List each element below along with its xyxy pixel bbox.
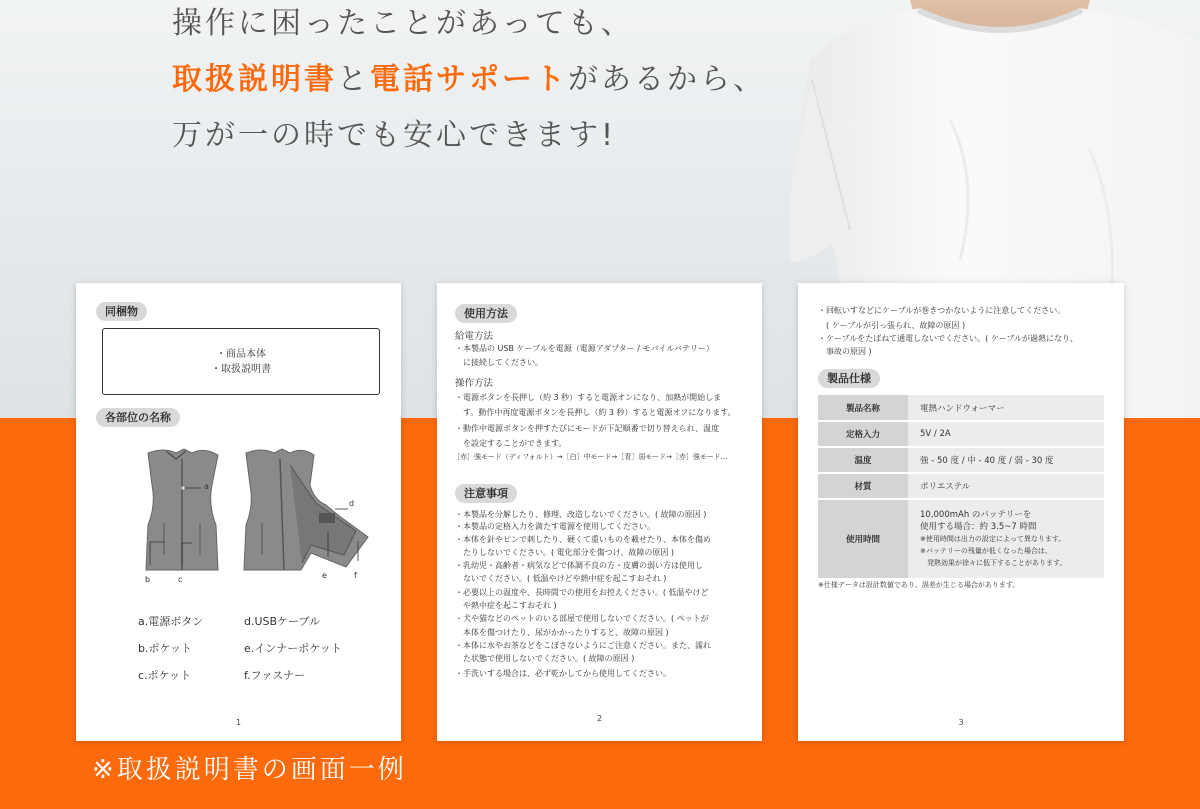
spec-key: 定格入力 (818, 421, 908, 447)
label-d: d (349, 499, 355, 508)
page-number: 1 (235, 718, 242, 727)
headline-line-2 (172, 52, 812, 108)
spec-key: 使用時間 (818, 499, 908, 579)
parts-tag: 各部位の名称 (96, 408, 180, 427)
caution-line-7: ・必要以上の温度や、長時間での使用をお控えください。( 低温やけど (455, 588, 709, 597)
op-line-4: を設定することができます。 (455, 439, 567, 448)
spec-key: 材質 (818, 473, 908, 499)
page-number: 3 (958, 718, 964, 727)
caution-tag: 注意事項 (455, 484, 517, 503)
top-line-1: ・回転いすなどにケーブルが巻きつかないように注意してください。 (818, 306, 1066, 315)
part-d: d.USBケーブル (244, 615, 321, 628)
caution-line-2: ・本製品の定格入力を満たす電源を使用してください。 (455, 522, 655, 531)
usage-time-note-1: ※使用時間は出力の設定によって異なります。 (920, 535, 1066, 543)
spec-row (818, 447, 1104, 473)
label-c: c (178, 575, 183, 584)
caution-line-3: ・本体を針やピンで刺したり、硬くて重いものを載せたり、本体を傷め (455, 535, 711, 544)
power-line-2: に接続してください。 (455, 358, 543, 367)
spec-key: 製品名称 (818, 395, 908, 421)
usage-time-note-3: 発熱効果が徐々に低下することがあります。 (920, 559, 1067, 567)
op-heading: 操作方法 (455, 378, 494, 389)
contents-tag: 同梱物 (96, 302, 147, 321)
caution-line-11: ・本体に水やお茶などをこぼさないようにご注意ください。また、濡れ (455, 641, 711, 650)
manual-page-3 (798, 283, 1124, 741)
top-line-3: ・ケーブルをたばねて通電しないでください。( ケーブルが過熱になり、 (818, 334, 1079, 343)
caption: ※取扱説明書の画面一例 (92, 755, 407, 785)
op-line-1: ・電源ボタンを長押し（約 3 秒）すると電源オンになり、加熱が開始しま (455, 393, 722, 402)
label-a: a (204, 482, 209, 491)
caution-line-5: ・乳幼児・高齢者・病気などで体調不良の方・皮膚の弱い方は使用し (455, 561, 703, 570)
usage-time-line-1: 10,000mAh のバッテリーを (920, 510, 1032, 520)
caution-line-4: たりしないでください。( 電化部分を傷つけ、故障の原因 ) (455, 548, 675, 557)
headline-connector: と (337, 62, 370, 97)
top-line-4: 事故の原因 ) (818, 347, 872, 356)
top-line-2: ( ケーブルが引っ張られ、故障の原因 ) (818, 321, 966, 330)
spec-value: 電熱ハンドウォーマー (908, 395, 1104, 421)
op-line-3: ・動作中電源ボタンを押すたびにモードが下記順番で切り替えられ、温度 (455, 424, 720, 433)
part-b: b.ポケット (138, 642, 192, 655)
headline-line-2-tail: があるから、 (568, 62, 766, 97)
spec-table (818, 395, 1104, 580)
page-number: 2 (596, 714, 603, 723)
power-line-1: ・本製品の USB ケーブルを電源（電源アダプター / モバイルバテリー） (455, 344, 714, 353)
usage-tag: 使用方法 (455, 304, 517, 323)
headline (172, 0, 812, 164)
spec-row (818, 395, 1104, 421)
op-line-5: ［赤］強モード（ディフォルト）→［白］中モード→［青］弱モード→［赤］強モード… (453, 453, 728, 461)
manual-page-1 (76, 283, 401, 741)
spec-row-usage-time (818, 499, 1104, 579)
caution-line-6: ないでください。( 低温やけどや熱中症を起こすおそれ ) (455, 574, 667, 583)
caution-line-13: ・手洗いする場合は、必ず乾かしてから使用してください。 (455, 669, 671, 678)
label-b: b (145, 575, 151, 584)
part-a: a.電源ボタン (138, 615, 204, 628)
usage-time-line-2: 使用する場合：約 3.5~7 時間 (920, 522, 1037, 532)
headline-line-1: 操作に困ったことがあっても、 (172, 6, 634, 41)
power-heading: 給電方法 (455, 331, 494, 342)
label-f: f (354, 571, 357, 580)
caution-line-8: や熱中症を起こすおそれ ) (455, 601, 557, 610)
spec-row (818, 473, 1104, 499)
spec-value-usage-time (908, 499, 1104, 579)
contents-item-1: ・商品本体 (216, 349, 266, 360)
caution-line-10: 本体を傷つけたり、尿がかかったりすると、故障の原因 ) (455, 628, 669, 637)
contents-item-2: ・取扱説明書 (211, 364, 271, 375)
part-f: f.ファスナー (244, 669, 306, 682)
spec-value: ポリエステル (908, 473, 1104, 499)
spec-value: 5V / 2A (908, 421, 1104, 447)
spec-tag: 製品仕様 (818, 369, 880, 388)
op-line-2: す。動作中再度電源ボタンを長押し（約 3 秒）すると電源オフになります。 (455, 408, 736, 417)
label-e: e (322, 571, 327, 580)
headline-line-3: 万が一の時でも安心できます! (172, 118, 617, 153)
spec-row (818, 421, 1104, 447)
caution-line-12: た状態で使用しないでください。( 故障の原因 ) (455, 654, 635, 663)
vest-diagram (106, 445, 376, 585)
part-e: e.インナーポケット (244, 642, 342, 655)
spec-value: 強 - 50 度 / 中 - 40 度 / 弱 - 30 度 (908, 447, 1104, 473)
manual-page-2 (437, 283, 762, 741)
part-c: c.ポケット (138, 669, 191, 682)
contents-box (102, 328, 380, 395)
caution-line-9: ・犬や猫などのペットのいる部屋で使用しないでください。( ペットが (455, 614, 709, 623)
caution-line-1: ・本製品を分解したり、修理、改造しないでください。( 故障の原因 ) (455, 510, 707, 519)
spec-key: 温度 (818, 447, 908, 473)
usage-time-note-2: ※バッテリーの残量が低くなった場合は、 (920, 547, 1052, 555)
spec-note: ※仕様データは設計数値であり、誤差が生じる場合があります。 (818, 581, 1020, 589)
highlight-phone-support: 電話サポート (370, 62, 568, 97)
highlight-manual: 取扱説明書 (172, 62, 337, 97)
